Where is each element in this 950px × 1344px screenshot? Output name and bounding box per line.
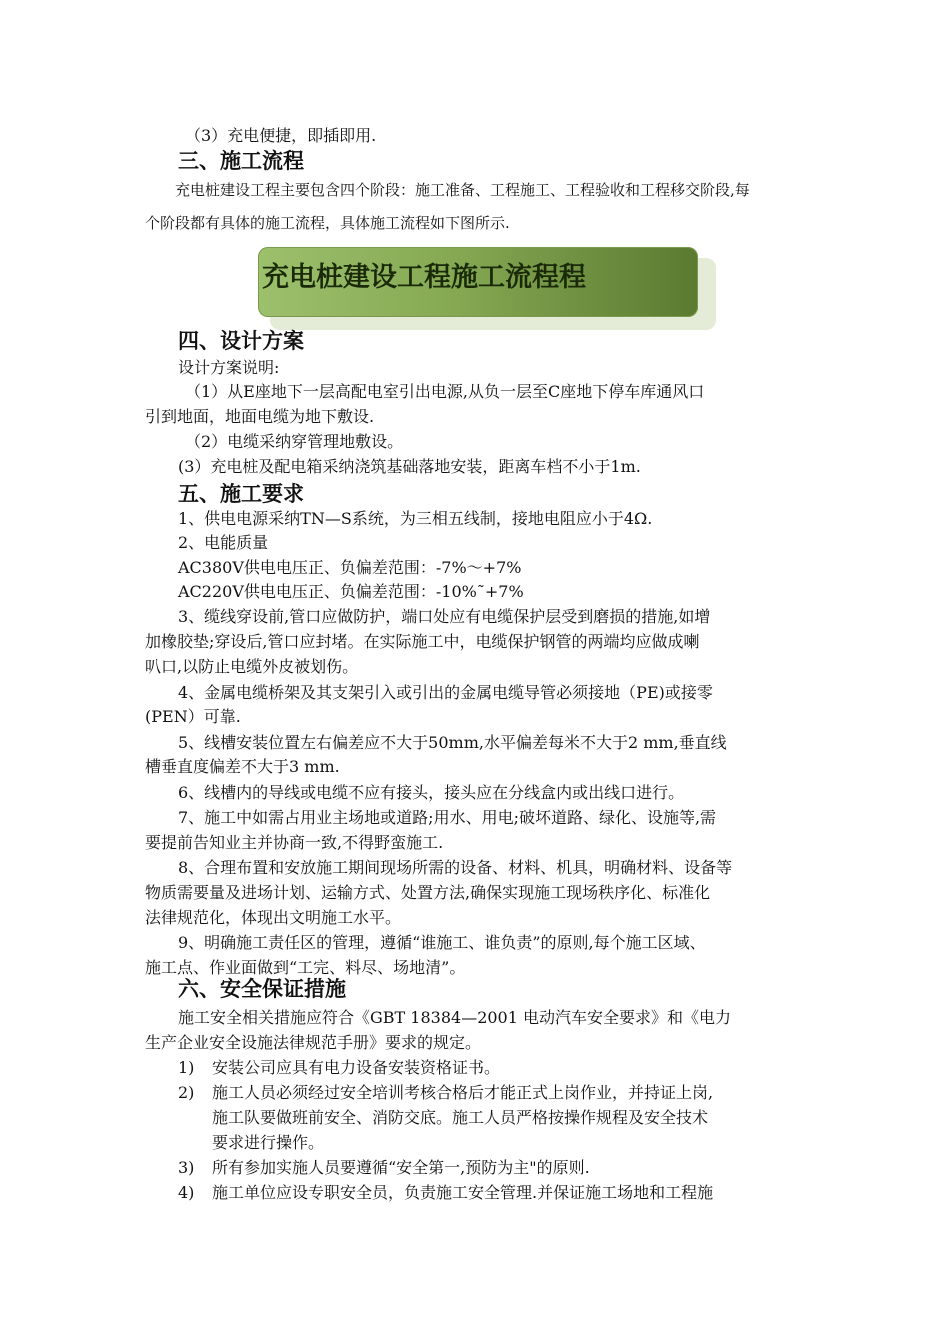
safety-item-2-line-3: 要求进行操作。 [212,1133,325,1152]
requirements-line-7: 叭口,以防止电缆外皮被划伤。 [145,657,359,676]
design-line-4: （2）电缆采纳穿管理地敷设。 [185,432,404,451]
requirements-line-4: AC220V供电电压正、负偏差范围：-10%˜+7% [178,582,524,601]
requirements-line-19: 施工点、作业面做到“工完、料尽、场地清”。 [145,958,466,977]
safety-intro-line-2: 生产企业安全设施法律规范手册》要求的规定。 [145,1033,482,1052]
safety-item-2-line-1: 施工人员必须经过安全培训考核合格后才能正式上岗作业，并持证上岗, [212,1083,714,1102]
section-3-paragraph-line-2: 个阶段都有具体的施工流程，具体施工流程如下图所示. [145,214,510,232]
safety-item-1-line-1: 安装公司应具有电力设备安装资格证书。 [212,1058,501,1077]
requirements-line-8: 4、金属电缆桥架及其支架引入或引出的金属电缆导管必须接地（PE)或接零 [178,683,713,702]
requirements-line-17: 法律规范化，体现出文明施工水平。 [145,908,402,927]
safety-item-2-line-2: 施工队要做班前安全、消防交底。施工人员严格按操作规程及安全技术 [212,1108,709,1127]
requirements-line-1: 1、供电电源采纳TN—S系统，为三相五线制，接地电阻应小于4Ω. [178,509,653,528]
intro-list-item: （3）充电便捷，即插即用. [185,126,377,145]
requirements-line-10: 5、线槽安装位置左右偏差应不大于50mm,水平偏差每米不大于2 mm,垂直线 [178,733,727,752]
requirements-line-5: 3、缆线穿设前,管口应做防护，端口处应有电缆保护层受到磨损的措施,如增 [178,607,711,626]
requirements-line-16: 物质需要量及进场计划、运输方式、处置方法,确保实现施工现场秩序化、标准化 [145,883,711,902]
requirements-line-13: 7、施工中如需占用业主场地或道路;用水、用电;破坏道路、绿化、设施等,需 [178,808,717,827]
process-banner-title: 充电桩建设工程施工流程程 [262,262,586,293]
requirements-line-11: 槽垂直度偏差不大于3 mm. [145,757,340,776]
safety-item-2-number: 2) [178,1083,195,1102]
design-line-1: 设计方案说明: [178,358,280,377]
section-3-paragraph-line-1: 充电桩建设工程主要包含四个阶段：施工准备、工程施工、工程验收和工程移交阶段,每 [175,181,750,199]
section-3-heading: 三、施工流程 [178,149,304,173]
safety-item-1-number: 1) [178,1058,195,1077]
section-4-heading: 四、设计方案 [178,329,304,353]
requirements-line-3: AC380V供电电压正、负偏差范围：-7%～+7% [178,558,522,577]
requirements-line-6: 加橡胶垫;穿设后,管口应封堵。在实际施工中，电缆保护钢管的两端均应做成喇 [145,632,700,651]
safety-item-3-line-1: 所有参加实施人员要遵循“安全第一,预防为主"的原则. [212,1158,590,1177]
design-line-5: (3）充电桩及配电箱采纳浇筑基础落地安装，距离车档不小于1m. [178,457,641,476]
requirements-line-12: 6、线槽内的导线或电缆不应有接头，接头应在分线盒内或出线口进行。 [178,783,685,802]
requirements-line-9: (PEN）可靠. [145,707,241,726]
requirements-line-15: 8、合理布置和安放施工期间现场所需的设备、材料、机具，明确材料、设备等 [178,858,733,877]
requirements-line-2: 2、电能质量 [178,533,269,552]
design-line-3: 引到地面，地面电缆为地下敷设. [145,407,375,426]
safety-item-4-line-1: 施工单位应设专职安全员，负责施工安全管理.并保证施工场地和工程施 [212,1183,714,1202]
requirements-line-14: 要提前告知业主并协商一致,不得野蛮施工. [145,833,444,852]
safety-item-4-number: 4) [178,1183,195,1202]
requirements-line-18: 9、明确施工责任区的管理，遵循“谁施工、谁负责”的原则,每个施工区域、 [178,933,706,952]
safety-intro-line-1: 施工安全相关措施应符合《GBT 18384—2001 电动汽车安全要求》和《电力 [178,1008,732,1027]
section-5-heading: 五、施工要求 [178,482,304,506]
design-line-2: （1）从E座地下一层高配电室引出电源,从负一层至C座地下停车库通风口 [185,382,705,401]
section-6-heading: 六、安全保证措施 [178,977,346,1001]
safety-item-3-number: 3) [178,1158,195,1177]
